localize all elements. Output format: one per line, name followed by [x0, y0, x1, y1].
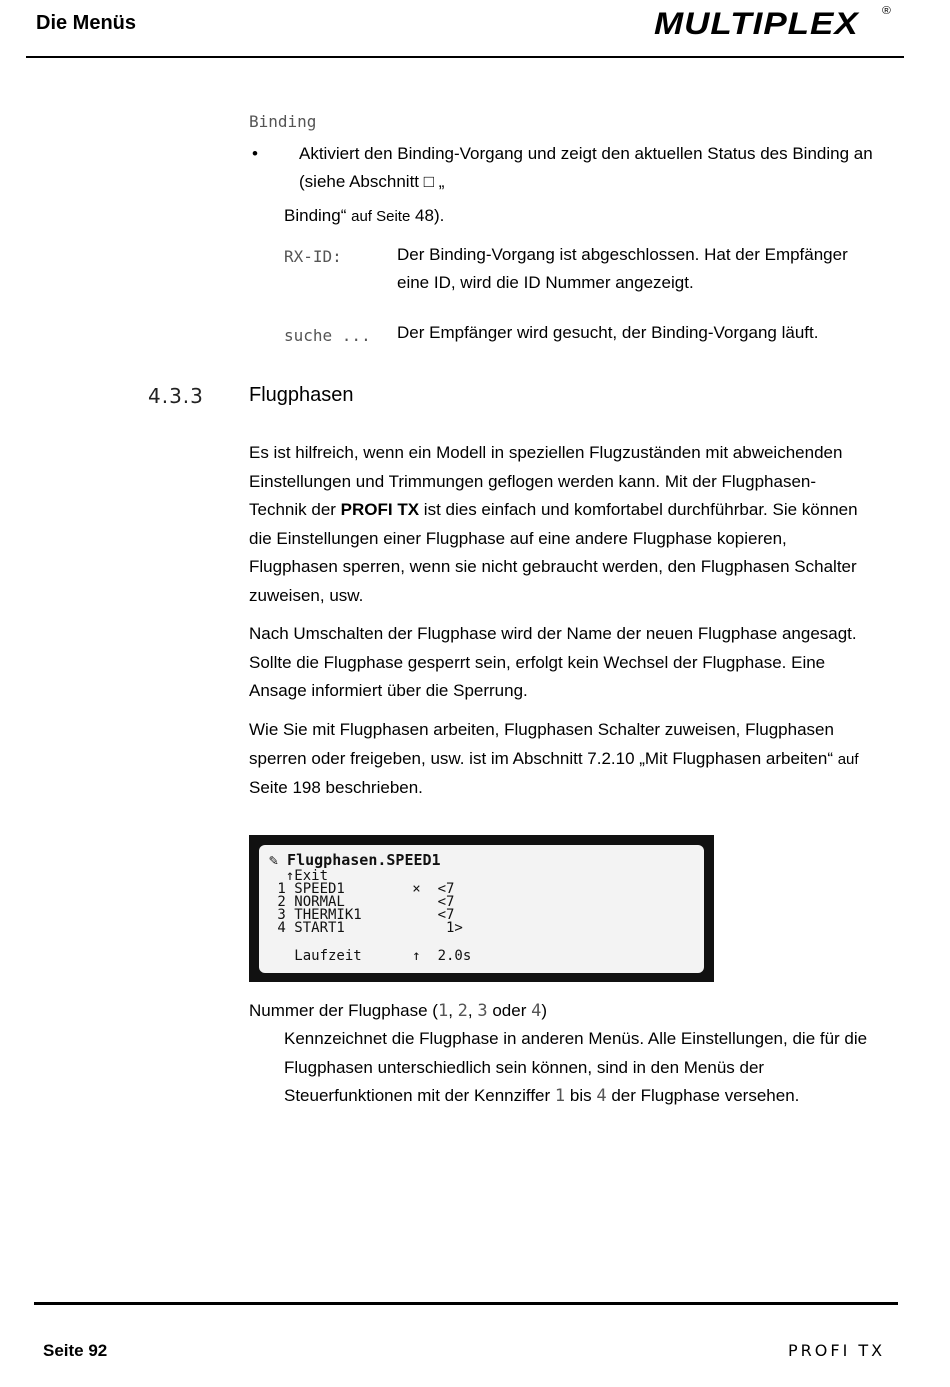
para-line: Einstellungen und Trimmungen geflogen werden kann. Mit der Flugphasen-	[249, 471, 817, 491]
lcd-display	[259, 845, 704, 973]
digit: 2	[457, 1001, 468, 1021]
page-number: Seite 92	[43, 1341, 108, 1360]
text-span: ist dies einfach und komfortabel durchführbar. Sie können	[419, 500, 858, 519]
text-span: Steuerfunktionen mit der Kennziffer	[284, 1086, 555, 1105]
digit: 4	[531, 1001, 542, 1021]
para-line: die Einstellungen einer Flugphase auf eine andere Flugphase kopieren,	[249, 528, 787, 548]
section-title: Flugphasen	[249, 384, 354, 406]
number-def-body	[284, 1025, 909, 1111]
para-line: Ansage informiert über die Sperrung.	[249, 681, 528, 700]
lcd-line: 3 THERMIK1 <7	[269, 907, 455, 923]
para-line	[249, 496, 909, 525]
para-line: Seite 198 beschrieben.	[249, 778, 423, 797]
text-span: Technik der	[249, 500, 341, 519]
lcd-line: 2 NORMAL <7	[269, 894, 455, 910]
def-desc-rx-id	[397, 241, 907, 297]
binding-label: Binding	[249, 112, 317, 131]
ref-b: auf Seite	[351, 208, 411, 225]
bullet-line-1: Aktiviert den Binding-Vorgang und zeigt den aktuellen Status des Binding an	[299, 144, 873, 163]
text-span: sperren oder freigeben, usw. ist im Abschnitt 7.2.10 „Mit Flugphasen arbeiten“	[249, 748, 838, 768]
para-line: Es ist hilfreich, wenn ein Modell in speziellen Flugzuständen mit abweichenden	[249, 443, 843, 462]
digit: 4	[596, 1086, 607, 1106]
lcd-title: ✎ Flugphasen.SPEED1	[269, 851, 441, 869]
def-desc-suche: Der Empfänger wird gesucht, der Binding-Vorgang läuft.	[397, 323, 819, 342]
product-logo: PROFI TX	[788, 1341, 886, 1360]
ref-c: 48).	[410, 206, 445, 225]
digit: 3	[477, 1001, 488, 1021]
def-term-rx-id: RX-ID:	[284, 247, 342, 266]
text-span: bis	[565, 1086, 597, 1105]
text-span: Nummer der Flugphase (	[249, 1001, 438, 1020]
text-span: auf	[837, 750, 859, 768]
text-span: der Flugphase versehen.	[606, 1086, 800, 1105]
lcd-line: 4 START1 1>	[269, 920, 463, 936]
ref-a: Binding“	[284, 206, 352, 225]
paragraph-3	[249, 716, 909, 803]
bullet-line-2: (siehe Abschnitt □ „	[299, 172, 445, 191]
lcd-line: 1 SPEED1 × <7	[269, 881, 455, 897]
para-line: Nach Umschalten der Flugphase wird der Name der neuen Flugphase angesagt.	[249, 624, 857, 643]
footer-rule	[34, 1302, 898, 1305]
binding-ref	[284, 202, 444, 231]
number-def-heading	[249, 997, 547, 1025]
digit: 1	[437, 1001, 449, 1021]
para-line: zuweisen, usw.	[249, 585, 364, 605]
text-span: oder	[487, 1001, 532, 1020]
text-span: )	[541, 1001, 548, 1020]
product-name: PROFI TX	[340, 500, 420, 519]
text-span: ,	[467, 1001, 478, 1020]
para-line: Wie Sie mit Flugphasen arbeiten, Flugphasen Schalter zuweisen, Flugphasen	[249, 720, 834, 739]
paragraph-1	[249, 439, 909, 610]
lcd-screenshot	[249, 835, 714, 982]
page-header-title: Die Menüs	[36, 12, 137, 34]
text-span: ,	[448, 1001, 458, 1020]
lcd-line: Laufzeit ↑ 2.0s	[269, 948, 472, 964]
para-line: Kennzeichnet die Flugphase in anderen Menüs. Alle Einstellungen, die für die	[284, 1029, 868, 1048]
def-desc-line: eine ID, wird die ID Nummer angezeigt.	[397, 273, 694, 292]
para-line: Sollte die Flugphase gesperrt sein, erfolgt kein Wechsel der Flugphase. Eine	[249, 652, 826, 672]
para-line: Flugphasen unterschiedlich sein können, sind in den Menüs der	[284, 1057, 765, 1077]
para-line: Flugphasen sperren, wenn sie nicht gebraucht werden, den Flugphasen Schalter	[249, 557, 857, 576]
logo-text: MULTIPLEX	[654, 6, 859, 42]
registered-mark: ®	[882, 4, 892, 17]
def-term-suche: suche ...	[284, 326, 371, 345]
bullet-icon: •	[252, 144, 258, 163]
section-number: 4.3.3	[148, 384, 204, 408]
para-line	[249, 745, 909, 775]
multiplex-logo	[654, 4, 892, 42]
lcd-line: ↑Exit	[269, 868, 329, 884]
paragraph-2	[249, 620, 909, 706]
def-desc-line: Der Binding-Vorgang ist abgeschlossen. Hat der Empfänger	[397, 245, 848, 264]
header-rule	[26, 56, 904, 58]
digit: 1	[554, 1086, 566, 1106]
para-line	[284, 1082, 909, 1111]
binding-bullet	[299, 140, 909, 196]
